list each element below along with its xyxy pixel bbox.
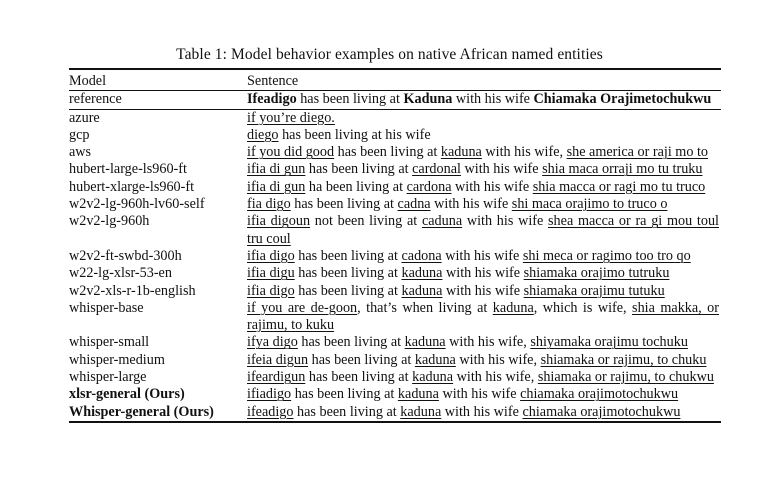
misrecognized-entity: cardonal xyxy=(412,161,461,178)
model-name-cell: whisper-large xyxy=(69,369,147,386)
bottom-rule xyxy=(69,421,721,423)
misrecognized-entity: kaduna xyxy=(412,369,454,386)
model-name-cell: w2v2-xls-r-1b-english xyxy=(69,282,196,299)
named-entity: Ifeadigo xyxy=(247,91,297,108)
model-name-cell: hubert-large-ls960-ft xyxy=(69,161,187,178)
sentence-text: , that’s when living at xyxy=(357,299,493,316)
misrecognized-entity: kaduna xyxy=(492,299,534,316)
sentence-text: with his wife, xyxy=(481,144,567,161)
misrecognized-entity: fia digo xyxy=(247,196,291,213)
sentence-text: with his wife, xyxy=(453,369,538,386)
sentence-text: has been living at xyxy=(293,403,401,420)
table-row xyxy=(69,369,721,386)
misrecognized-entity: chiamaka orajimotochukwu xyxy=(522,403,681,420)
model-name-cell: whisper-medium xyxy=(69,351,165,368)
table-row xyxy=(69,248,721,265)
sentence-cell xyxy=(247,369,719,386)
table-row xyxy=(69,300,721,335)
header-model: Model xyxy=(69,73,107,89)
table-row xyxy=(69,265,721,282)
sentence-text: has been living at xyxy=(294,265,402,282)
sentence-text: has been living at xyxy=(290,196,398,213)
sentence-text: has been living at his wife xyxy=(278,126,431,143)
sentence-text: with his wife xyxy=(430,196,512,213)
sentence-text: with his wife xyxy=(442,265,524,282)
misrecognized-entity: shiamaka orajimo tutruku xyxy=(523,265,670,282)
sentence-cell xyxy=(247,300,719,335)
misrecognized-entity: ifia digoun xyxy=(247,213,311,230)
model-name-cell: w2v2-lg-960h-lv60-self xyxy=(69,196,205,213)
misrecognized-entity: ifeadigo xyxy=(247,403,294,420)
misrecognized-entity: cadna xyxy=(397,196,431,213)
sentence-text: with his wife, xyxy=(445,334,531,351)
sentence-cell xyxy=(247,404,719,421)
sentence-text: with his wife xyxy=(462,213,549,230)
table-row xyxy=(69,161,721,178)
table-row xyxy=(69,334,721,351)
sentence-text: has been living at xyxy=(294,282,402,299)
table-header-row xyxy=(69,70,721,90)
reference-model-cell: reference xyxy=(69,91,122,108)
sentence-text: has been living at xyxy=(296,91,404,108)
misrecognized-entity: shiamaka or rajimu, to chuku xyxy=(540,351,707,368)
misrecognized-entity: ifia digo xyxy=(247,282,295,299)
table-row xyxy=(69,283,721,300)
sentence-text: has been living at xyxy=(305,369,413,386)
model-behavior-table xyxy=(69,68,721,423)
reference-sentence-cell xyxy=(247,91,719,108)
misrecognized-entity: if you did good xyxy=(247,144,335,161)
sentence-cell xyxy=(247,265,719,282)
sentence-cell xyxy=(247,283,719,300)
named-entity: Kaduna xyxy=(403,91,453,108)
sentence-text: with his wife xyxy=(442,282,524,299)
table-row xyxy=(69,179,721,196)
sentence-cell xyxy=(247,352,719,369)
model-name-cell: azure xyxy=(69,109,100,126)
sentence-text: has been living at xyxy=(308,351,415,368)
misrecognized-entity: ifiadigo xyxy=(247,386,292,403)
table-row xyxy=(69,110,721,127)
model-name-cell: Whisper-general (Ours) xyxy=(69,403,214,420)
misrecognized-entity: ifeia digun xyxy=(247,351,309,368)
sentence-cell xyxy=(247,248,719,265)
table-row xyxy=(69,386,721,403)
misrecognized-entity: kaduna xyxy=(401,265,443,282)
model-name-cell: hubert-xlarge-ls960-ft xyxy=(69,178,195,195)
misrecognized-entity: shia maca orraji mo tu truku xyxy=(542,161,703,178)
model-name-cell: w22-lg-xlsr-53-en xyxy=(69,265,172,282)
sentence-cell xyxy=(247,334,719,351)
misrecognized-entity: shia makka, or rajimu, to kuku xyxy=(247,299,719,334)
misrecognized-entity: shi meca or ragimo too tro qo xyxy=(522,247,691,264)
model-name-cell: xlsr-general (Ours) xyxy=(69,386,185,403)
misrecognized-entity: shea macca or ra gi mou toul tru coul xyxy=(247,213,719,247)
header-sentence: Sentence xyxy=(247,73,299,89)
sentence-text: not been living at xyxy=(310,213,422,230)
misrecognized-entity: kaduna xyxy=(401,282,443,299)
table-row xyxy=(69,352,721,369)
table-row xyxy=(69,144,721,161)
sentence-cell xyxy=(247,179,719,196)
sentence-cell xyxy=(247,161,719,178)
sentence-text: has been living at xyxy=(305,161,413,178)
sentence-text: ha been living at xyxy=(305,178,407,195)
model-name-cell: aws xyxy=(69,144,92,161)
sentence-cell xyxy=(247,127,719,144)
misrecognized-entity: shiyamaka orajimu tochuku xyxy=(530,334,688,351)
sentence-text: with his wife xyxy=(452,91,534,108)
misrecognized-entity: shiamaka orajimu tutuku xyxy=(523,282,665,299)
named-entity: Chiamaka Orajimetochukwu xyxy=(533,91,712,108)
misrecognized-entity: ifia digu xyxy=(247,265,295,282)
table-row xyxy=(69,127,721,144)
table-caption: Table 1: Model behavior examples on native African named entities xyxy=(176,46,603,63)
model-name-cell: whisper-small xyxy=(69,334,150,351)
sentence-text: with his wife xyxy=(441,403,523,420)
misrecognized-entity: if you are de-goon xyxy=(247,299,358,316)
sentence-text: has been living at xyxy=(297,334,405,351)
table-row xyxy=(69,404,721,421)
sentence-cell xyxy=(247,386,719,403)
sentence-text: with his wife, xyxy=(455,351,541,368)
sentence-text: has been living at xyxy=(334,144,441,161)
sentence-cell xyxy=(247,110,719,127)
misrecognized-entity: ifia digo xyxy=(247,247,295,264)
misrecognized-entity: kaduna xyxy=(397,386,439,403)
sentence-text: has been living at xyxy=(294,247,402,264)
sentence-text: with his wife xyxy=(460,161,543,178)
model-name-cell: gcp xyxy=(69,126,90,143)
misrecognized-entity: shi maca orajimo to truco o xyxy=(511,196,668,213)
misrecognized-entity: ifia di gun xyxy=(247,178,306,195)
misrecognized-entity: ifeardigun xyxy=(247,369,306,386)
sentence-cell xyxy=(247,213,719,248)
table-row xyxy=(69,213,721,248)
sentence-cell xyxy=(247,144,719,161)
misrecognized-entity: shiamaka or rajimu, to chukwu xyxy=(537,369,714,386)
misrecognized-entity: if you’re diego. xyxy=(247,109,335,126)
sentence-text: with his wife xyxy=(451,178,533,195)
sentence-text: with his wife xyxy=(441,247,523,264)
table-row xyxy=(69,196,721,213)
sentence-text: with his wife xyxy=(438,386,521,403)
table-body xyxy=(69,110,721,421)
misrecognized-entity: kaduna xyxy=(414,351,456,368)
misrecognized-entity: she america or raji mo to xyxy=(566,144,709,161)
misrecognized-entity: kaduna xyxy=(400,403,442,420)
model-name-cell: w2v2-lg-960h xyxy=(69,213,150,230)
model-name-cell: w2v2-ft-swbd-300h xyxy=(69,247,182,264)
misrecognized-entity: caduna xyxy=(421,213,463,230)
sentence-text: has been living at xyxy=(291,386,398,403)
misrecognized-entity: chiamaka orajimotochukwu xyxy=(520,386,679,403)
sentence-text: , which is wife, xyxy=(533,299,633,316)
misrecognized-entity: cardona xyxy=(406,178,452,195)
misrecognized-entity: kaduna xyxy=(404,334,446,351)
misrecognized-entity: ifia di gun xyxy=(247,161,306,178)
misrecognized-entity: shia macca or ragi mo tu truco xyxy=(532,178,706,195)
misrecognized-entity: ifya digo xyxy=(247,334,298,351)
model-name-cell: whisper-base xyxy=(69,299,144,316)
misrecognized-entity: diego xyxy=(247,126,279,143)
sentence-cell xyxy=(247,196,719,213)
misrecognized-entity: kaduna xyxy=(440,144,482,161)
reference-row xyxy=(69,91,721,108)
misrecognized-entity: cadona xyxy=(401,247,442,264)
